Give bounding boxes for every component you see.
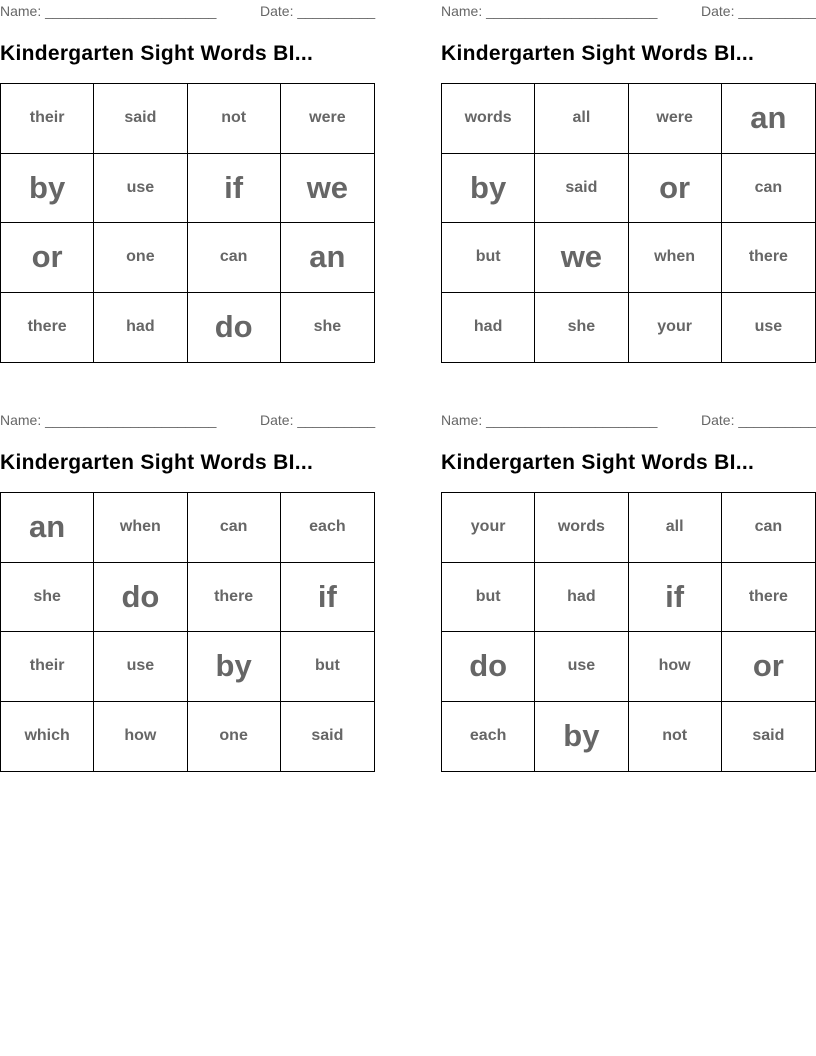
bingo-cell: there [188,563,281,633]
name-field-label: Name: ______________________ [0,3,217,19]
bingo-cell: when [94,493,187,563]
bingo-cell: by [1,154,94,224]
name-date-row [0,412,375,428]
bingo-cell: can [722,154,815,224]
bingo-cell: had [442,293,535,363]
bingo-cell: their [1,84,94,154]
bingo-cell: by [442,154,535,224]
bingo-cell: we [535,223,628,293]
bingo-cell: she [535,293,628,363]
bingo-cell: if [188,154,281,224]
bingo-cell: or [1,223,94,293]
bingo-grid [0,492,375,772]
bingo-cell: one [188,702,281,772]
bingo-cell: words [442,84,535,154]
bingo-cell: do [94,563,187,633]
bingo-cell: an [1,493,94,563]
bingo-cell: each [442,702,535,772]
name-field-label: Name: ______________________ [441,3,658,19]
date-field-label: Date: __________ [701,412,816,428]
name-date-row [0,3,375,19]
bingo-cell: can [188,223,281,293]
bingo-grid [441,492,816,772]
bingo-cell: how [94,702,187,772]
bingo-cell: there [1,293,94,363]
bingo-cell: there [722,223,815,293]
card-title: Kindergarten Sight Words BI... [441,42,755,65]
bingo-cell: said [535,154,628,224]
bingo-cell: each [281,493,374,563]
bingo-cell: your [629,293,722,363]
bingo-cell: not [629,702,722,772]
bingo-cell: all [535,84,628,154]
bingo-cell: your [442,493,535,563]
bingo-grid [0,83,375,363]
bingo-cell: she [1,563,94,633]
bingo-cell: which [1,702,94,772]
bingo-grid [441,83,816,363]
bingo-cell: said [752,727,785,745]
bingo-cell: can [722,493,815,563]
bingo-cell: by [188,632,281,702]
bingo-cell: use [754,318,783,336]
bingo-cell: one [94,223,187,293]
card-title: Kindergarten Sight Words BI... [441,451,755,474]
name-date-row [441,3,816,19]
name-date-row [441,412,816,428]
bingo-cell: words [535,493,628,563]
bingo-cell: were [281,84,374,154]
bingo-cell: but [281,632,374,702]
bingo-cell: an [281,223,374,293]
bingo-cell: she [313,318,342,336]
bingo-cell: all [629,493,722,563]
bingo-cell: but [442,563,535,633]
bingo-cell: if [281,563,374,633]
bingo-cell: do [442,632,535,702]
bingo-cell: if [629,563,722,633]
bingo-cell: said [94,84,187,154]
bingo-cell: do [188,293,281,363]
bingo-cell: how [629,632,722,702]
bingo-cell: had [535,563,628,633]
bingo-cell: an [722,84,815,154]
date-field-label: Date: __________ [260,3,376,19]
bingo-cell: use [94,154,187,224]
date-field-label: Date: __________ [701,3,816,19]
card-title: Kindergarten Sight Words BI... [0,42,314,65]
bingo-cell: we [281,154,374,224]
bingo-cell: can [188,493,281,563]
card-title: Kindergarten Sight Words BI... [0,451,314,474]
bingo-cell: when [629,223,722,293]
bingo-cell: or [722,632,815,702]
bingo-cell: by [535,702,628,772]
date-field-label: Date: __________ [260,412,376,428]
bingo-cell: were [629,84,722,154]
bingo-cell: use [535,632,628,702]
bingo-cell: said [311,727,344,745]
bingo-cell: or [629,154,722,224]
bingo-cell: not [188,84,281,154]
bingo-cell: but [442,223,535,293]
bingo-cell: their [1,632,94,702]
name-field-label: Name: ______________________ [0,412,217,428]
bingo-cell: there [722,563,815,633]
name-field-label: Name: ______________________ [441,412,658,428]
bingo-cell: use [94,632,187,702]
bingo-cell: had [94,293,187,363]
